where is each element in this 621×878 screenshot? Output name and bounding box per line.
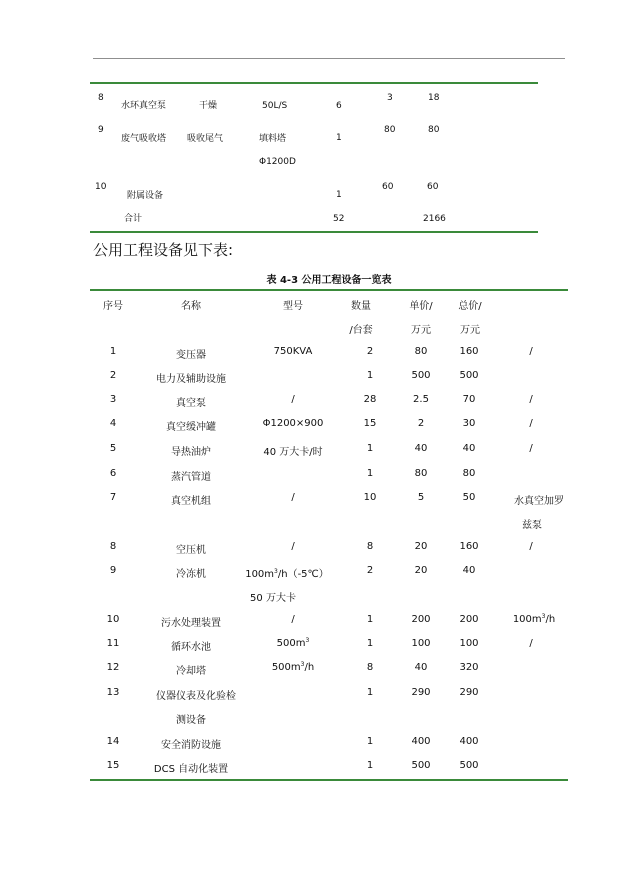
row-7-note-line2: 兹泵	[522, 520, 542, 531]
upper-sum-qty: 52	[333, 214, 345, 224]
row-4-model: Φ1200×900	[262, 418, 324, 429]
upper-row-10-unit-price: 60	[382, 182, 394, 192]
row-12-model-sup: 3	[300, 661, 305, 668]
upper-row-8-no: 8	[98, 93, 104, 103]
row-7-qty: 10	[363, 492, 377, 503]
row-6-no: 6	[109, 468, 117, 479]
row-1-name: 变压器	[176, 350, 206, 361]
row-4-no: 4	[109, 418, 117, 429]
row-11-note: /	[529, 638, 533, 649]
row-12-price: 40	[414, 662, 428, 673]
row-6-name: 蒸汽管道	[171, 472, 211, 483]
row-9-model-sup: 3	[274, 568, 278, 575]
header-qty: 数量	[351, 301, 371, 312]
row-10-price: 200	[411, 614, 431, 625]
header-total-unit: 万元	[460, 325, 480, 336]
row-13-name-line2: 测设备	[176, 715, 206, 726]
header-name: 名称	[181, 301, 201, 312]
row-2-price: 500	[411, 370, 431, 381]
row-3-no: 3	[109, 394, 117, 405]
row-12-name: 冷却塔	[176, 666, 206, 677]
row-8-name: 空压机	[176, 545, 206, 556]
row-11-price: 100	[411, 638, 431, 649]
row-7-no: 7	[109, 492, 117, 503]
row-14-name: 安全消防设施	[161, 740, 221, 751]
row-15-price: 500	[411, 760, 431, 771]
row-13-name: 仪器仪表及化验检	[156, 691, 236, 702]
row-6-qty: 1	[366, 468, 374, 479]
upper-row-8-purpose: 干燥	[199, 101, 218, 111]
upper-row-9-purpose: 吸收尾气	[187, 134, 224, 144]
row-13-total: 290	[459, 687, 479, 698]
row-8-no: 8	[109, 541, 117, 552]
table-bottom-rule	[90, 779, 568, 781]
upper-row-9-total: 80	[428, 125, 440, 135]
row-10-note-value: 100m	[512, 614, 542, 625]
row-1-price: 80	[414, 346, 428, 357]
row-1-qty: 2	[366, 346, 374, 357]
row-3-total: 70	[462, 394, 476, 405]
row-9-name: 冷冻机	[176, 569, 206, 580]
row-8-note: /	[529, 541, 533, 552]
row-11-model-sup: 3	[305, 637, 310, 644]
row-1-note: /	[529, 346, 533, 357]
row-4-name: 真空缓冲罐	[166, 422, 216, 433]
upper-row-9-name: 废气吸收塔	[121, 134, 167, 144]
intro-text: 公用工程设备见下表:	[93, 241, 234, 259]
row-9-qty: 2	[366, 565, 374, 576]
row-13-price: 290	[411, 687, 431, 698]
row-10-name: 污水处理装置	[161, 618, 221, 629]
row-14-total: 400	[459, 736, 479, 747]
row-3-price: 2.5	[413, 394, 429, 405]
upper-row-9-qty: 1	[336, 133, 342, 143]
upper-row-10-qty: 1	[336, 190, 342, 200]
header-price: 单价/	[409, 301, 433, 312]
row-3-qty: 28	[363, 394, 377, 405]
page-header-rule	[93, 58, 565, 59]
row-9-model-line2: 50 万大卡	[250, 593, 296, 604]
row-10-model: /	[291, 614, 295, 625]
upper-row-9-no: 9	[98, 125, 104, 135]
row-2-total: 500	[459, 370, 479, 381]
row-11-name: 循环水池	[171, 642, 211, 653]
upper-row-8-unit-price: 3	[387, 93, 393, 103]
row-15-qty: 1	[366, 760, 374, 771]
row-12-model-value: 500m	[271, 662, 301, 673]
row-4-note: /	[529, 418, 533, 429]
row-6-total: 80	[462, 468, 476, 479]
upper-row-8-total: 18	[428, 93, 440, 103]
upper-row-10-total: 60	[427, 182, 439, 192]
row-10-total: 200	[459, 614, 479, 625]
row-1-model: 750KVA	[273, 346, 313, 357]
row-8-qty: 8	[366, 541, 374, 552]
table-top-rule	[90, 289, 568, 291]
row-7-name: 真空机组	[171, 496, 211, 507]
upper-table-bottom-rule	[90, 231, 538, 233]
row-5-model: 40 万大卡/时	[263, 447, 323, 458]
upper-row-8-model: 50L/S	[262, 101, 288, 111]
upper-row-9-model-line2: Φ1200D	[259, 157, 296, 167]
row-3-note: /	[529, 394, 533, 405]
row-7-model: /	[291, 492, 295, 503]
row-12-model	[272, 662, 314, 673]
row-8-price: 20	[414, 541, 428, 552]
row-9-total: 40	[462, 565, 476, 576]
row-10-qty: 1	[366, 614, 374, 625]
row-13-no: 13	[106, 687, 120, 698]
row-5-name: 导热油炉	[171, 447, 211, 458]
header-total: 总价/	[458, 301, 482, 312]
upper-row-10-name: 附属设备	[127, 191, 164, 201]
header-no: 序号	[103, 301, 123, 312]
row-8-total: 160	[459, 541, 479, 552]
row-12-total: 320	[459, 662, 479, 673]
row-15-total: 500	[459, 760, 479, 771]
header-qty-unit: /台套	[349, 325, 373, 336]
row-8-model: /	[291, 541, 295, 552]
row-2-no: 2	[109, 370, 117, 381]
row-11-model	[277, 638, 310, 649]
row-11-total: 100	[459, 638, 479, 649]
row-5-note: /	[529, 443, 533, 454]
row-1-total: 160	[459, 346, 479, 357]
upper-row-9-unit-price: 80	[384, 125, 396, 135]
row-10-note	[513, 614, 555, 625]
row-9-no: 9	[109, 565, 117, 576]
row-7-total: 50	[462, 492, 476, 503]
row-12-model-rest: /h	[304, 662, 315, 673]
upper-row-8-name: 水环真空泵	[121, 101, 167, 111]
row-2-name: 电力及辅助设施	[156, 374, 226, 385]
row-3-name: 真空泵	[176, 398, 206, 409]
row-7-price: 5	[417, 492, 425, 503]
upper-sum-label: 合计	[124, 214, 143, 224]
row-9-model-value: 100m	[245, 569, 275, 580]
row-12-qty: 8	[366, 662, 374, 673]
row-10-note-rest: /h	[545, 614, 556, 625]
row-1-no: 1	[109, 346, 117, 357]
header-price-unit: 万元	[411, 325, 431, 336]
upper-table-top-rule	[90, 82, 538, 84]
row-12-no: 12	[106, 662, 120, 673]
row-9-model-rest: /h（-5℃）	[277, 569, 329, 580]
table-caption: 表 4-3 公用工程设备一览表	[266, 275, 392, 286]
row-15-no: 15	[106, 760, 120, 771]
row-5-qty: 1	[366, 443, 374, 454]
row-15-name: DCS 自动化装置	[153, 764, 229, 775]
row-7-note: 水真空加罗	[514, 496, 564, 507]
row-2-qty: 1	[366, 370, 374, 381]
row-5-total: 40	[462, 443, 476, 454]
upper-row-9-model: 填料塔	[259, 134, 287, 144]
header-model: 型号	[283, 301, 303, 312]
row-14-no: 14	[106, 736, 120, 747]
upper-sum-total: 2166	[423, 214, 446, 224]
row-5-price: 40	[414, 443, 428, 454]
upper-row-10-no: 10	[95, 182, 107, 192]
row-11-qty: 1	[366, 638, 374, 649]
row-6-price: 80	[414, 468, 428, 479]
row-4-price: 2	[417, 418, 425, 429]
row-3-model: /	[291, 394, 295, 405]
row-11-model-value: 500m	[276, 638, 306, 649]
row-9-price: 20	[414, 565, 428, 576]
row-10-no: 10	[106, 614, 120, 625]
row-14-price: 400	[411, 736, 431, 747]
row-4-qty: 15	[363, 418, 377, 429]
row-10-note-sup: 3	[541, 613, 546, 620]
row-14-qty: 1	[366, 736, 374, 747]
row-4-total: 30	[462, 418, 476, 429]
row-13-qty: 1	[366, 687, 374, 698]
row-11-no: 11	[106, 638, 120, 649]
upper-row-8-qty: 6	[336, 101, 342, 111]
row-5-no: 5	[109, 443, 117, 454]
row-9-model	[245, 565, 329, 580]
